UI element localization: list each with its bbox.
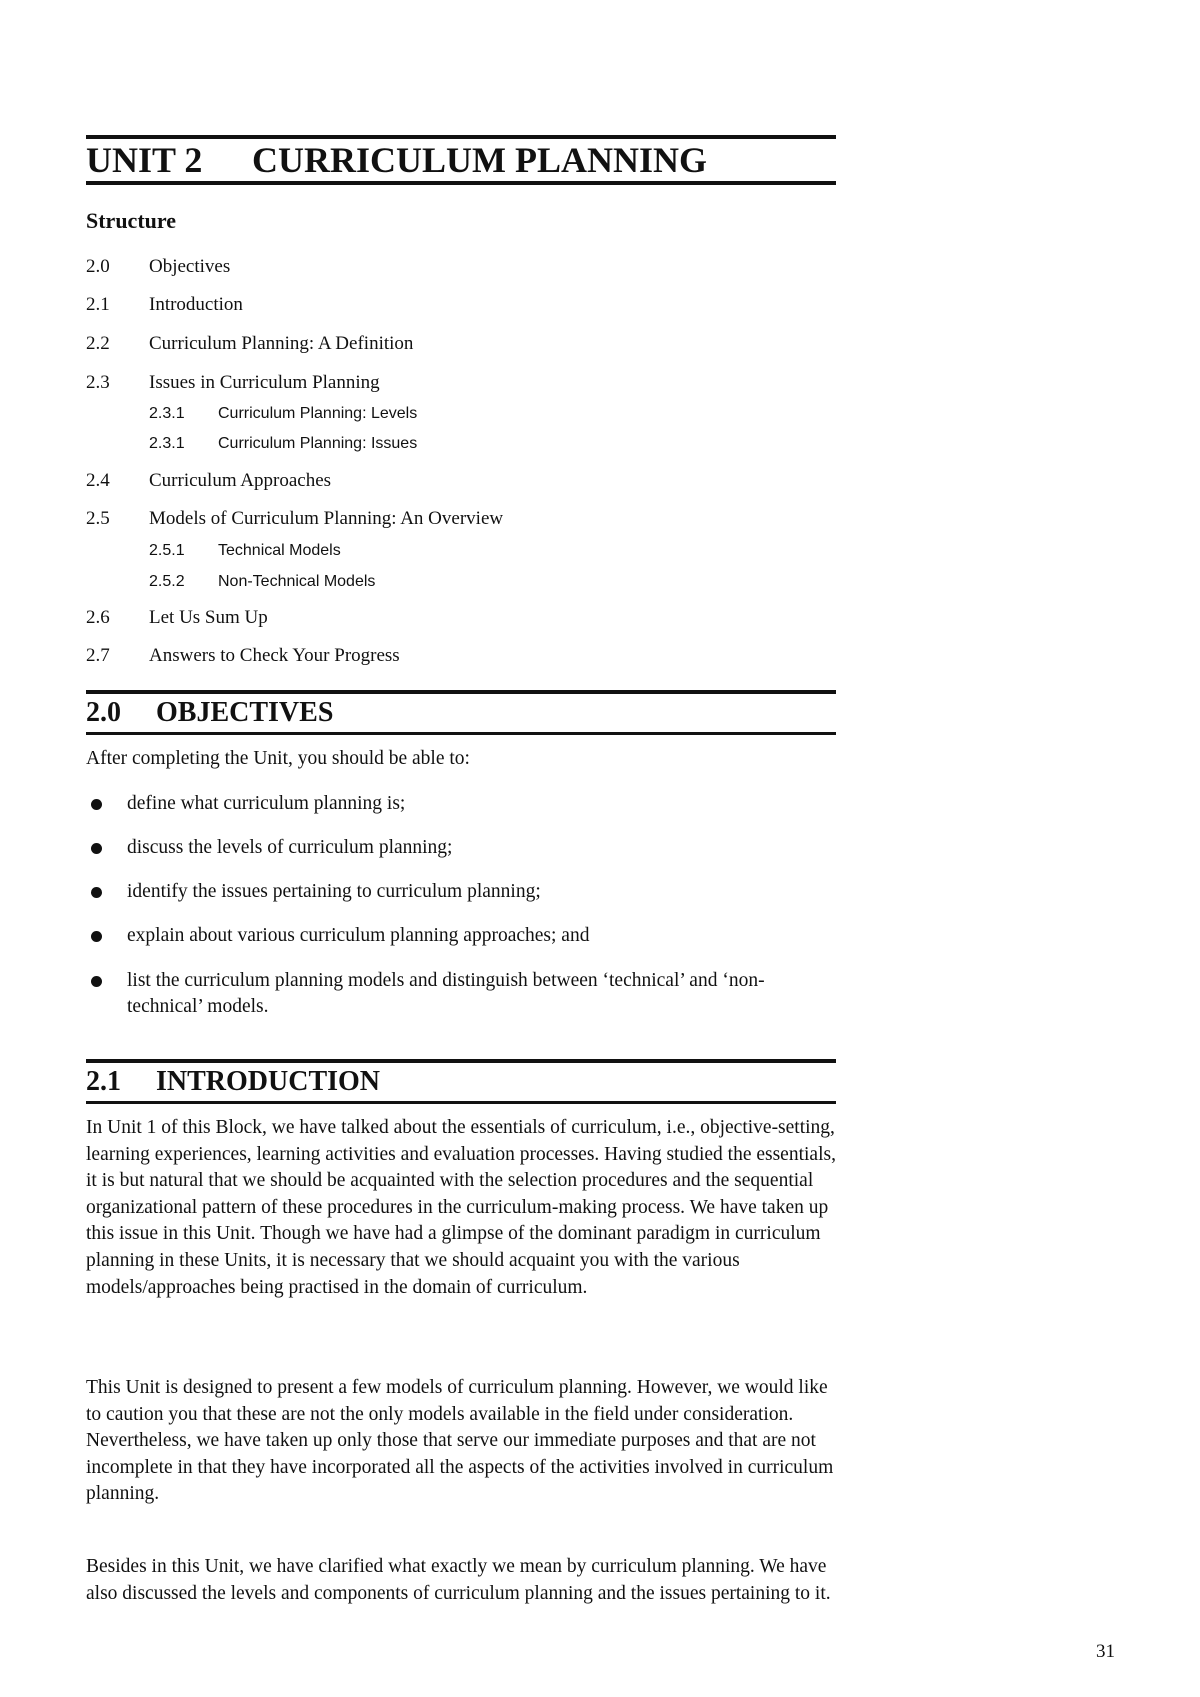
section-title: OBJECTIVES [156,697,334,728]
toc-item-number: 2.1 [86,294,110,315]
introduction-heading [86,1059,836,1104]
introduction-paragraph: This Unit is designed to present a few models of curriculum planning. However, we would like to caution you that these are not the only models available in the field under consideration. Nevertheless, we have taken up only those that serve our immediate purposes and that are not incomplete in that they have incorporated all the aspects of the activities involved in curriculum planning. [86,1377,834,1505]
section-title: INTRODUCTION [156,1066,381,1097]
toc-item-label: Curriculum Planning: Levels [218,405,418,422]
objective-text: explain about various curriculum planning approaches; and [127,925,590,946]
toc-item-number: 2.3 [86,372,110,393]
objective-text: define what curriculum planning is; [127,793,406,814]
toc-item-label: Objectives [149,256,231,277]
toc-item-label: Non-Technical Models [218,573,376,590]
unit-number: UNIT 2 [86,140,203,180]
toc-item-label: Introduction [149,294,243,315]
section-number: 2.0 [86,697,121,728]
toc-item-label: Curriculum Planning: Issues [218,435,418,452]
section-number: 2.1 [86,1066,121,1097]
objective-text: list the curriculum planning models and distinguish between ‘technical’ and ‘non-technical’ models. [127,970,765,1017]
toc-item-label: Curriculum Approaches [149,470,332,491]
toc-item-label: Issues in Curriculum Planning [149,372,380,393]
toc-item-label: Let Us Sum Up [149,607,268,628]
toc-item-number: 2.4 [86,470,110,491]
bullet-icon [91,976,102,987]
bullet-icon [91,799,102,810]
toc-item-number: 2.3.1 [149,405,185,422]
structure-heading: Structure [86,208,177,233]
toc-item-number: 2.5.2 [149,573,185,590]
toc-item-label: Answers to Check Your Progress [149,645,400,666]
toc-item-number: 2.0 [86,256,110,277]
toc-item-number: 2.7 [86,645,110,666]
objectives-heading [86,690,836,735]
toc-item-number: 2.5.1 [149,542,185,559]
unit-heading [86,135,836,185]
toc-item-label: Curriculum Planning: A Definition [149,333,414,354]
objective-text: discuss the levels of curriculum planning; [127,837,453,858]
toc-item-label: Technical Models [218,542,341,559]
unit-title: CURRICULUM PLANNING [252,140,707,180]
toc-item-number: 2.5 [86,508,110,529]
objective-text: identify the issues pertaining to curriculum planning; [127,881,541,902]
toc-item-label: Models of Curriculum Planning: An Overview [149,508,504,529]
toc-item-number: 2.3.1 [149,435,185,452]
bullet-icon [91,843,102,854]
toc-item-number: 2.2 [86,333,110,354]
bullet-icon [91,887,102,898]
introduction-paragraph: Besides in this Unit, we have clarified what exactly we mean by curriculum planning. We have also discussed the levels and components of curriculum planning and the issues pertaining to it. [86,1556,831,1604]
bullet-icon [91,931,102,942]
introduction-paragraph: In Unit 1 of this Block, we have talked about the essentials of curriculum, i.e., objective-setting, learning experiences, learning activities and evaluation processes. Having studied the essentials, it is but natural that we should be acquainted with the selection procedures and the sequential organizational pattern of these procedures in the curriculum-making process. We have taken up this issue in this Unit. Though we have had a glimpse of the dominant paradigm in curriculum planning in these Units, it is necessary that we should acquaint you with the various models/approaches being practised in the domain of curriculum. [86,1117,836,1298]
toc-item-number: 2.6 [86,607,110,628]
page-number: 31 [1096,1641,1115,1662]
objectives-intro: After completing the Unit, you should be able to: [86,748,470,769]
